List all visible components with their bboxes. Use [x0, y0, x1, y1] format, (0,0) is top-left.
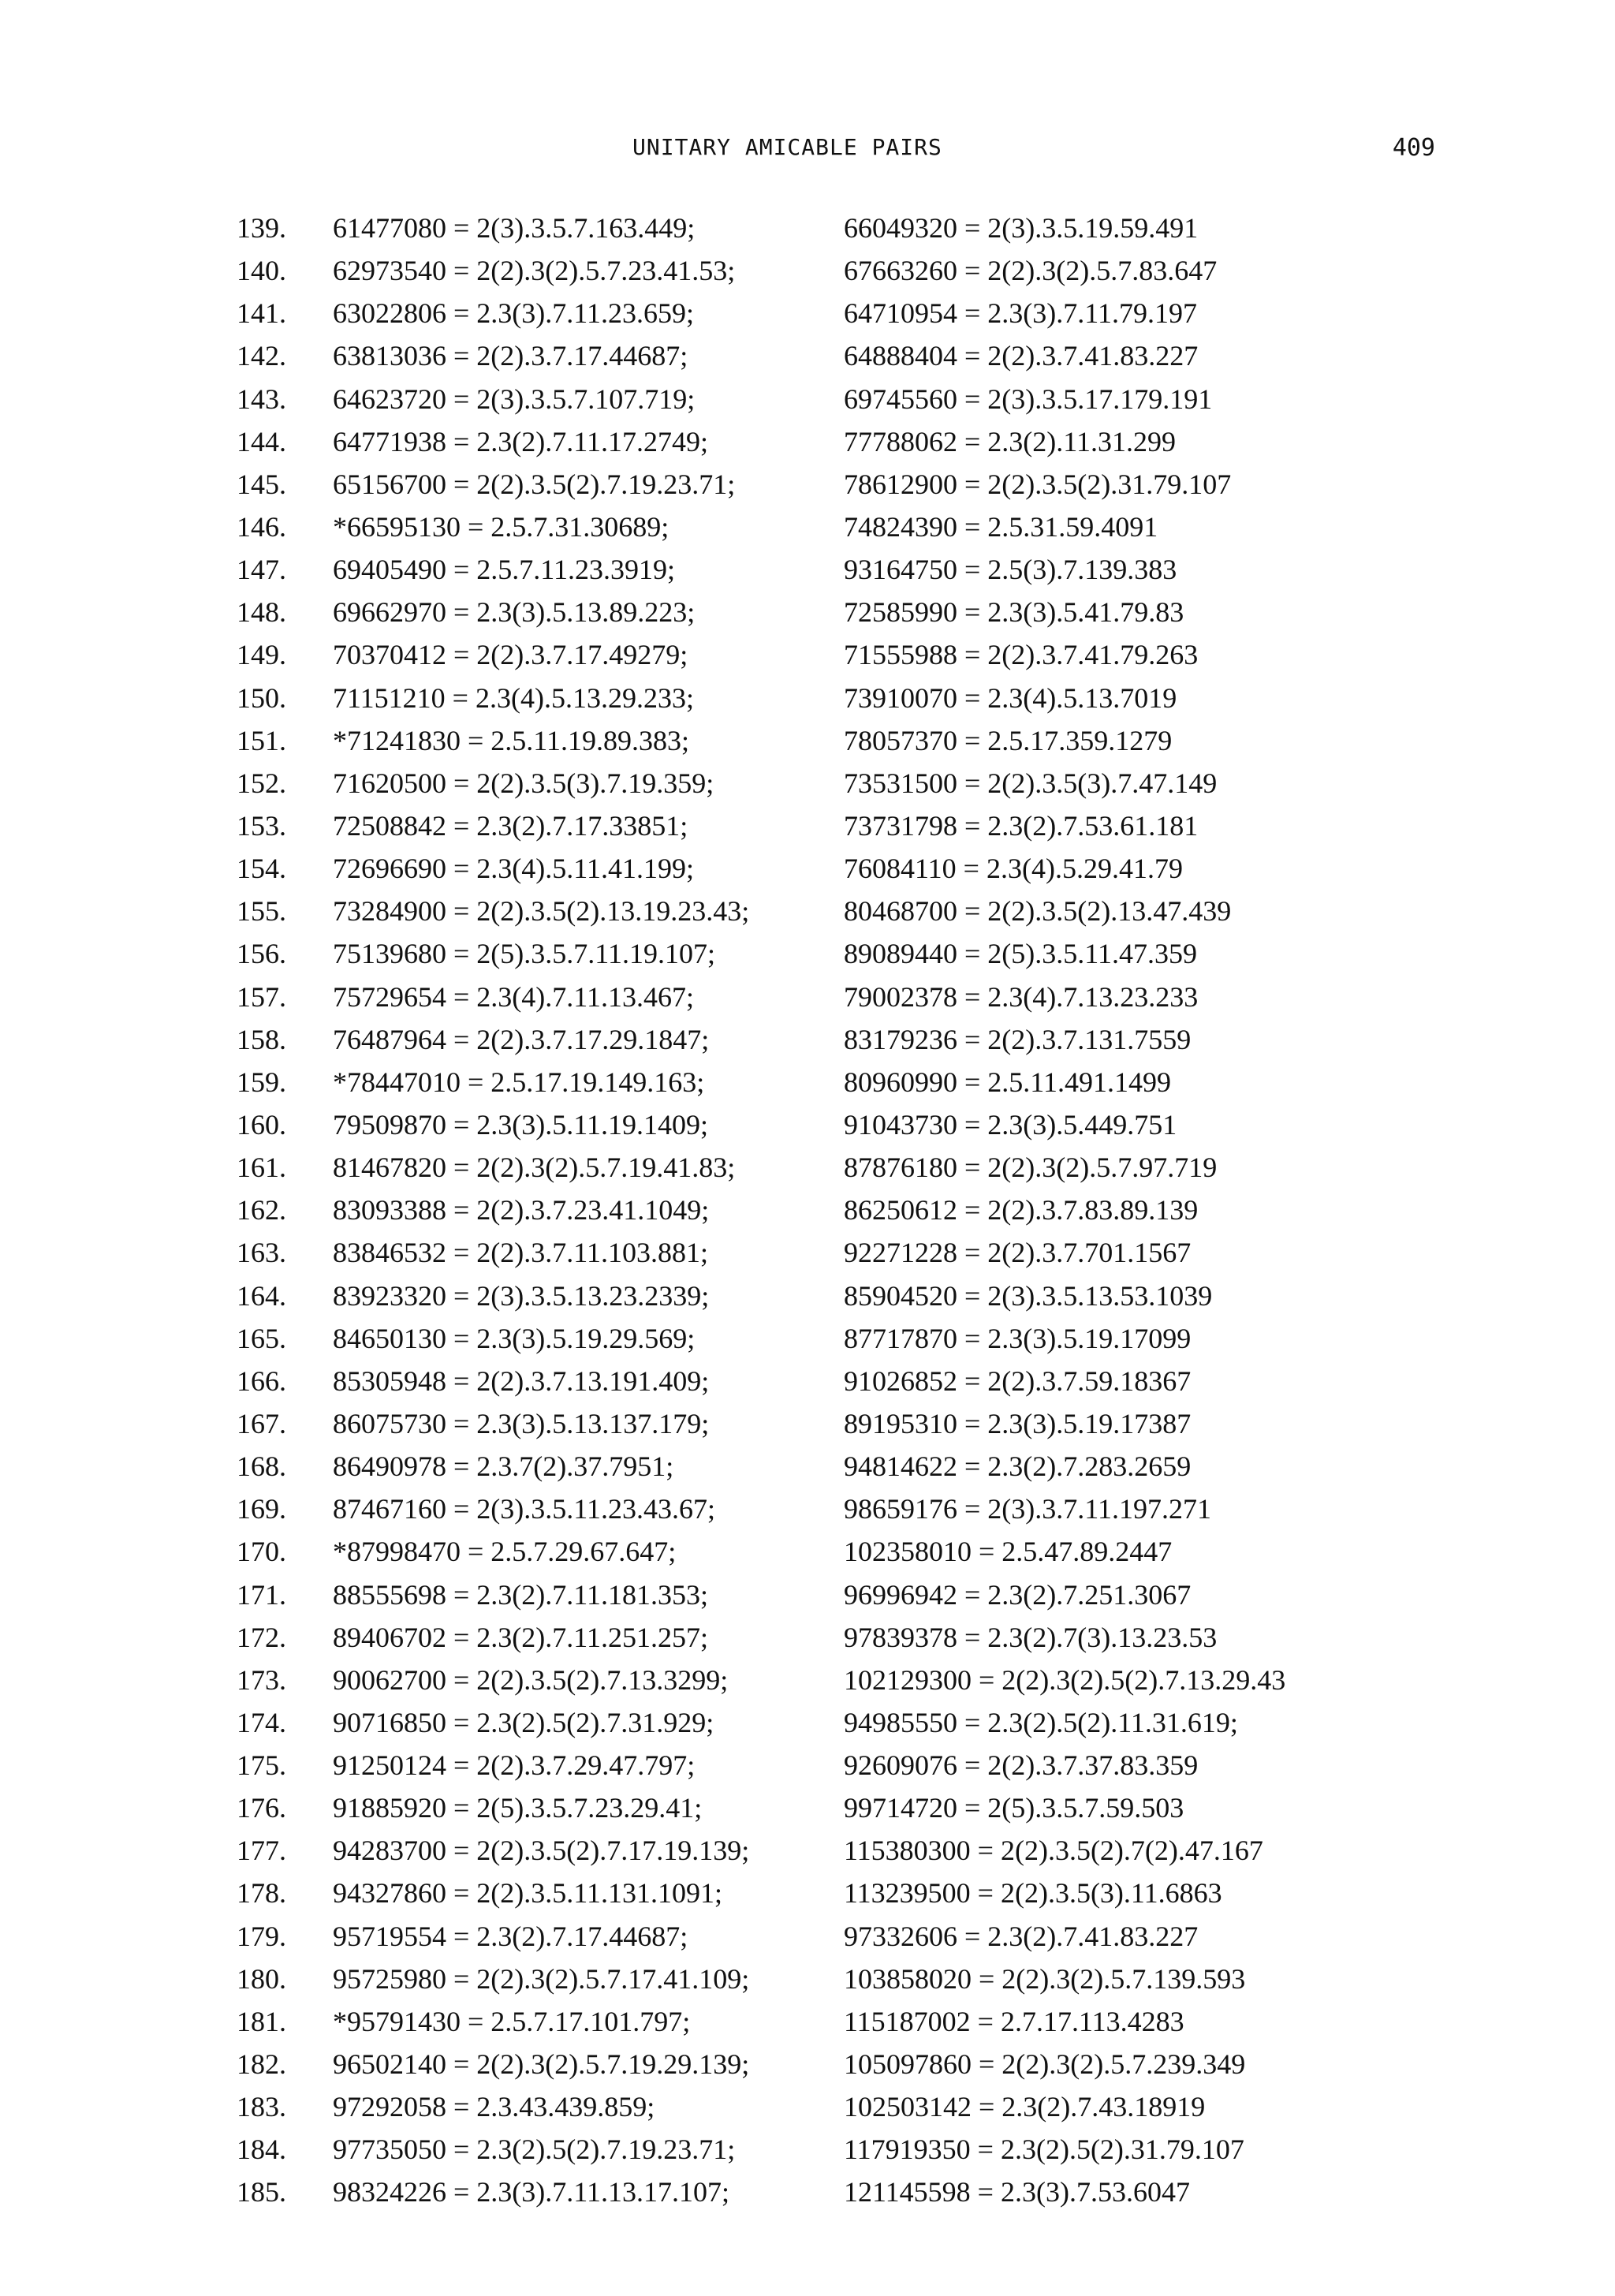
first-member: 96502140 = 2(2).3(2).5.7.19.29.139;	[333, 2048, 750, 2081]
first-member: 64623720 = 2(3).3.5.7.107.719;	[333, 383, 696, 415]
second-member: 117919350 = 2.3(2).5(2).31.79.107	[844, 2134, 1244, 2166]
row-number: 171.	[237, 1578, 286, 1611]
first-member: 81467820 = 2(2).3(2).5.7.19.41.83;	[333, 1152, 736, 1184]
table-row	[0, 1018, 1615, 1061]
first-member: 83923320 = 2(3).3.5.13.23.2339;	[333, 1279, 710, 1312]
second-member: 94814622 = 2.3(2).7.283.2659	[844, 1450, 1192, 1483]
row-number: 176.	[237, 1792, 286, 1824]
first-member: 94283700 = 2(2).3.5(2).7.17.19.139;	[333, 1835, 750, 1867]
table-row	[0, 1574, 1615, 1616]
first-member: 63022806 = 2.3(3).7.11.23.659;	[333, 297, 694, 330]
second-member: 87717870 = 2.3(3).5.19.17099	[844, 1322, 1192, 1354]
second-member: 69745560 = 2(3).3.5.17.179.191	[844, 383, 1213, 415]
first-member: 95725980 = 2(2).3(2).5.7.17.41.109;	[333, 1962, 750, 1995]
second-member: 64710954 = 2.3(3).7.11.79.197	[844, 297, 1197, 330]
second-member: 79002378 = 2.3(4).7.13.23.233	[844, 980, 1199, 1013]
second-member: 80960990 = 2.5.11.491.1499	[844, 1066, 1171, 1098]
row-number: 159.	[237, 1066, 286, 1098]
table-row	[0, 1958, 1615, 2000]
first-member: 75729654 = 2.3(4).7.11.13.467;	[333, 980, 694, 1013]
table-row	[0, 2043, 1615, 2085]
second-member: 91026852 = 2(2).3.7.59.18367	[844, 1365, 1192, 1397]
first-member: *95791430 = 2.5.7.17.101.797;	[333, 2005, 691, 2037]
second-member: 89195310 = 2.3(3).5.19.17387	[844, 1407, 1192, 1439]
table-row	[0, 677, 1615, 719]
second-member: 66049320 = 2(3).3.5.19.59.491	[844, 212, 1199, 244]
table-row	[0, 932, 1615, 975]
second-member: 87876180 = 2(2).3(2).5.7.97.719	[844, 1152, 1218, 1184]
row-number: 167.	[237, 1407, 286, 1439]
first-member: 90716850 = 2.3(2).5(2).7.31.929;	[333, 1706, 714, 1738]
second-member: 77788062 = 2.3(2).11.31.299	[844, 425, 1176, 457]
second-member: 115380300 = 2(2).3.5(2).7(2).47.167	[844, 1835, 1263, 1867]
table-row	[0, 890, 1615, 932]
page-number: 409	[1392, 134, 1435, 162]
row-number: 156.	[237, 938, 286, 970]
table-row	[0, 1659, 1615, 1701]
first-member: 69662970 = 2.3(3).5.13.89.223;	[333, 596, 696, 629]
table-row	[0, 2085, 1615, 2128]
row-number: 152.	[237, 767, 286, 799]
table-row	[0, 2171, 1615, 2213]
second-member: 73910070 = 2.3(4).5.13.7019	[844, 681, 1177, 714]
second-member: 105097860 = 2(2).3(2).5.7.239.349	[844, 2048, 1246, 2081]
row-number: 184.	[237, 2134, 286, 2166]
table-row	[0, 2128, 1615, 2171]
second-member: 92271228 = 2(2).3.7.701.1567	[844, 1237, 1192, 1269]
first-member: *71241830 = 2.5.11.19.89.383;	[333, 724, 689, 756]
first-member: 94327860 = 2(2).3.5.11.131.1091;	[333, 1877, 722, 1910]
table-row	[0, 1402, 1615, 1445]
first-member: 85305948 = 2(2).3.7.13.191.409;	[333, 1365, 710, 1397]
second-member: 115187002 = 2.7.17.113.4283	[844, 2005, 1184, 2037]
first-member: 98324226 = 2.3(3).7.11.13.17.107;	[333, 2176, 729, 2208]
first-member: 65156700 = 2(2).3.5(2).7.19.23.71;	[333, 468, 736, 500]
second-member: 74824390 = 2.5.31.59.4091	[844, 510, 1158, 543]
table-row	[0, 378, 1615, 420]
row-number: 157.	[237, 980, 286, 1013]
second-member: 94985550 = 2.3(2).5(2).11.31.619;	[844, 1706, 1238, 1738]
first-member: 87467160 = 2(3).3.5.11.23.43.67;	[333, 1493, 715, 1525]
first-member: 95719554 = 2.3(2).7.17.44687;	[333, 1920, 688, 1952]
table-row	[0, 207, 1615, 249]
first-member: *66595130 = 2.5.7.31.30689;	[333, 510, 669, 543]
row-number: 148.	[237, 596, 286, 629]
second-member: 113239500 = 2(2).3.5(3).11.6863	[844, 1877, 1222, 1910]
first-member: *78447010 = 2.5.17.19.149.163;	[333, 1066, 705, 1098]
row-number: 151.	[237, 724, 286, 756]
table-row	[0, 591, 1615, 633]
first-member: 79509870 = 2.3(3).5.11.19.1409;	[333, 1108, 708, 1141]
row-number: 150.	[237, 681, 286, 714]
first-member: 73284900 = 2(2).3.5(2).13.19.23.43;	[333, 895, 750, 928]
table-row	[0, 847, 1615, 890]
row-number: 181.	[237, 2005, 286, 2037]
first-member: 89406702 = 2.3(2).7.11.251.257;	[333, 1621, 708, 1653]
row-number: 162.	[237, 1194, 286, 1226]
table-row	[0, 1744, 1615, 1786]
table-row	[0, 334, 1615, 377]
first-member: 72508842 = 2.3(2).7.17.33851;	[333, 809, 688, 842]
first-member: 64771938 = 2.3(2).7.11.17.2749;	[333, 425, 708, 457]
first-member: 97292058 = 2.3.43.439.859;	[333, 2091, 655, 2123]
second-member: 64888404 = 2(2).3.7.41.83.227	[844, 340, 1199, 372]
first-member: 69405490 = 2.5.7.11.23.3919;	[333, 554, 675, 586]
table-row	[0, 1786, 1615, 1829]
first-member: 86490978 = 2.3.7(2).37.7951;	[333, 1450, 674, 1483]
row-number: 179.	[237, 1920, 286, 1952]
row-number: 154.	[237, 853, 286, 885]
table-row	[0, 1061, 1615, 1103]
table-row	[0, 805, 1615, 847]
table-row	[0, 1189, 1615, 1231]
second-member: 91043730 = 2.3(3).5.449.751	[844, 1108, 1177, 1141]
table-row	[0, 1530, 1615, 1573]
second-member: 83179236 = 2(2).3.7.131.7559	[844, 1023, 1192, 1055]
table-row	[0, 2000, 1615, 2043]
row-number: 140.	[237, 255, 286, 287]
second-member: 92609076 = 2(2).3.7.37.83.359	[844, 1749, 1199, 1782]
row-number: 182.	[237, 2048, 286, 2081]
row-number: 180.	[237, 1962, 286, 1995]
row-number: 141.	[237, 297, 286, 330]
second-member: 102503142 = 2.3(2).7.43.18919	[844, 2091, 1206, 2123]
second-member: 121145598 = 2.3(3).7.53.6047	[844, 2176, 1190, 2208]
table-row	[0, 1701, 1615, 1744]
row-number: 145.	[237, 468, 286, 500]
first-member: 88555698 = 2.3(2).7.11.181.353;	[333, 1578, 708, 1611]
second-member: 73731798 = 2.3(2).7.53.61.181	[844, 809, 1199, 842]
second-member: 78612900 = 2(2).3.5(2).31.79.107	[844, 468, 1232, 500]
table-row	[0, 1915, 1615, 1958]
table-row	[0, 719, 1615, 762]
row-number: 139.	[237, 212, 286, 244]
row-number: 177.	[237, 1835, 286, 1867]
row-number: 153.	[237, 809, 286, 842]
first-member: 90062700 = 2(2).3.5(2).7.13.3299;	[333, 1663, 729, 1696]
table-row	[0, 249, 1615, 292]
first-member: 91250124 = 2(2).3.7.29.47.797;	[333, 1749, 696, 1782]
second-member: 102358010 = 2.5.47.89.2447	[844, 1536, 1173, 1568]
row-number: 172.	[237, 1621, 286, 1653]
table-row	[0, 633, 1615, 676]
first-member: 75139680 = 2(5).3.5.7.11.19.107;	[333, 938, 715, 970]
row-number: 175.	[237, 1749, 286, 1782]
row-number: 183.	[237, 2091, 286, 2123]
first-member: 72696690 = 2.3(4).5.11.41.199;	[333, 853, 694, 885]
second-member: 71555988 = 2(2).3.7.41.79.263	[844, 639, 1199, 671]
row-number: 163.	[237, 1237, 286, 1269]
table-row	[0, 1231, 1615, 1274]
second-member: 85904520 = 2(3).3.5.13.53.1039	[844, 1279, 1213, 1312]
first-member: 91885920 = 2(5).3.5.7.23.29.41;	[333, 1792, 703, 1824]
amicable-pairs-table	[0, 207, 1615, 2214]
first-member: 86075730 = 2.3(3).5.13.137.179;	[333, 1407, 710, 1439]
second-member: 76084110 = 2.3(4).5.29.41.79	[844, 853, 1183, 885]
row-number: 146.	[237, 510, 286, 543]
second-member: 78057370 = 2.5.17.359.1279	[844, 724, 1173, 756]
second-member: 99714720 = 2(5).3.5.7.59.503	[844, 1792, 1184, 1824]
row-number: 168.	[237, 1450, 286, 1483]
row-number: 161.	[237, 1152, 286, 1184]
row-number: 149.	[237, 639, 286, 671]
second-member: 72585990 = 2.3(3).5.41.79.83	[844, 596, 1184, 629]
table-row	[0, 506, 1615, 548]
row-number: 174.	[237, 1706, 286, 1738]
table-row	[0, 463, 1615, 506]
row-number: 147.	[237, 554, 286, 586]
first-member: 63813036 = 2(2).3.7.17.44687;	[333, 340, 688, 372]
second-member: 73531500 = 2(2).3.5(3).7.47.149	[844, 767, 1218, 799]
row-number: 155.	[237, 895, 286, 928]
second-member: 98659176 = 2(3).3.7.11.197.271	[844, 1493, 1211, 1525]
second-member: 80468700 = 2(2).3.5(2).13.47.439	[844, 895, 1232, 928]
first-member: 83093388 = 2(2).3.7.23.41.1049;	[333, 1194, 710, 1226]
row-number: 158.	[237, 1023, 286, 1055]
table-row	[0, 1829, 1615, 1872]
second-member: 86250612 = 2(2).3.7.83.89.139	[844, 1194, 1199, 1226]
table-row	[0, 1872, 1615, 1914]
row-number: 165.	[237, 1322, 286, 1354]
table-row	[0, 548, 1615, 591]
second-member: 103858020 = 2(2).3(2).5.7.139.593	[844, 1962, 1246, 1995]
table-row	[0, 1488, 1615, 1530]
second-member: 102129300 = 2(2).3(2).5(2).7.13.29.43	[844, 1663, 1286, 1696]
second-member: 89089440 = 2(5).3.5.11.47.359	[844, 938, 1197, 970]
table-row	[0, 1103, 1615, 1146]
table-row	[0, 420, 1615, 463]
row-number: 170.	[237, 1536, 286, 1568]
first-member: 76487964 = 2(2).3.7.17.29.1847;	[333, 1023, 710, 1055]
first-member: 71151210 = 2.3(4).5.13.29.233;	[333, 681, 694, 714]
row-number: 160.	[237, 1108, 286, 1141]
table-row	[0, 762, 1615, 805]
row-number: 169.	[237, 1493, 286, 1525]
first-member: 61477080 = 2(3).3.5.7.163.449;	[333, 212, 696, 244]
row-number: 178.	[237, 1877, 286, 1910]
row-number: 144.	[237, 425, 286, 457]
table-row	[0, 1275, 1615, 1317]
second-member: 97332606 = 2.3(2).7.41.83.227	[844, 1920, 1199, 1952]
first-member: 71620500 = 2(2).3.5(3).7.19.359;	[333, 767, 714, 799]
second-member: 96996942 = 2.3(2).7.251.3067	[844, 1578, 1192, 1611]
first-member: 83846532 = 2(2).3.7.11.103.881;	[333, 1237, 708, 1269]
row-number: 143.	[237, 383, 286, 415]
first-member: 62973540 = 2(2).3(2).5.7.23.41.53;	[333, 255, 736, 287]
table-row	[0, 976, 1615, 1018]
first-member: 97735050 = 2.3(2).5(2).7.19.23.71;	[333, 2134, 736, 2166]
table-row	[0, 292, 1615, 334]
second-member: 93164750 = 2.5(3).7.139.383	[844, 554, 1177, 586]
table-row	[0, 1360, 1615, 1402]
table-row	[0, 1317, 1615, 1360]
table-row	[0, 1445, 1615, 1488]
second-member: 97839378 = 2.3(2).7(3).13.23.53	[844, 1621, 1218, 1653]
row-number: 164.	[237, 1279, 286, 1312]
row-number: 166.	[237, 1365, 286, 1397]
table-row	[0, 1146, 1615, 1189]
first-member: *87998470 = 2.5.7.29.67.647;	[333, 1536, 677, 1568]
first-member: 84650130 = 2.3(3).5.19.29.569;	[333, 1322, 696, 1354]
running-title: UNITARY AMICABLE PAIRS	[632, 134, 942, 160]
row-number: 185.	[237, 2176, 286, 2208]
second-member: 67663260 = 2(2).3(2).5.7.83.647	[844, 255, 1218, 287]
first-member: 70370412 = 2(2).3.7.17.49279;	[333, 639, 688, 671]
row-number: 142.	[237, 340, 286, 372]
table-row	[0, 1616, 1615, 1659]
row-number: 173.	[237, 1663, 286, 1696]
